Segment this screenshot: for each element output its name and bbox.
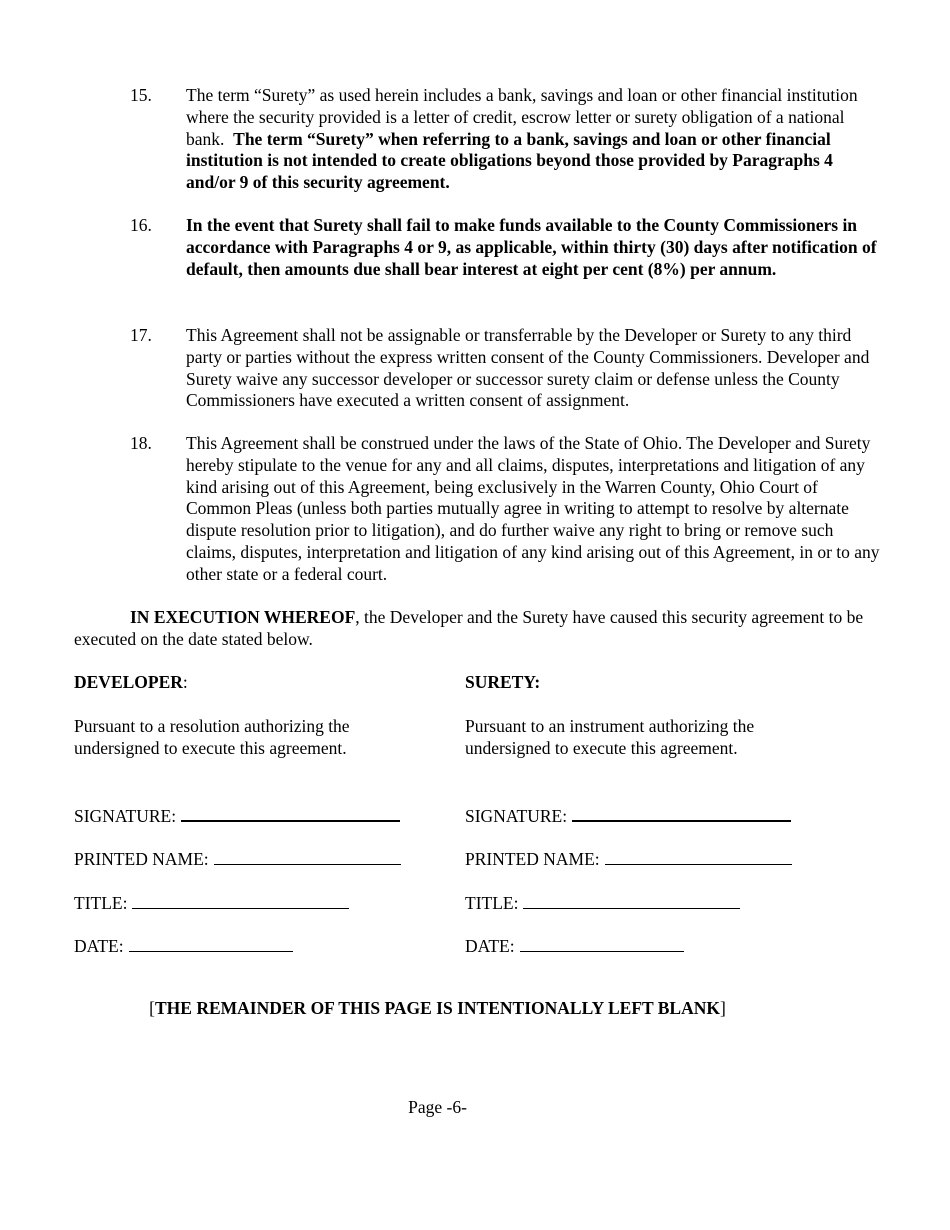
signature-field[interactable]	[181, 802, 400, 822]
execution-heading: IN EXECUTION WHEREOF	[130, 607, 356, 627]
title-field[interactable]	[523, 890, 740, 909]
paragraph-number: 16.	[130, 215, 152, 235]
signature-field[interactable]	[572, 802, 791, 822]
paragraph-text	[186, 215, 880, 280]
paragraph-text: This Agreement shall not be assignable or transferrable by the Developer or Surety to any third party or parties without the express written consent of the County Commissioners. Developer and Surety waive any successor developer or successor surety claim or defense unless the County Commissioners have executed a written consent of assignment.	[186, 325, 870, 411]
surety-date-line	[465, 933, 684, 958]
paragraph-17	[130, 325, 880, 412]
paragraph-number: 18.	[130, 433, 152, 453]
developer-title-line	[74, 890, 349, 915]
surety-signature-line	[465, 802, 791, 828]
surety-authorization: Pursuant to an instrument authorizing the undersigned to execute this agreement.	[465, 716, 755, 758]
execution-text: , the Developer and the Surety have caused this security agreement to be executed on the date stated below.	[74, 607, 864, 649]
signature-label: SIGNATURE:	[465, 806, 568, 826]
developer-signature-line	[74, 802, 400, 828]
paragraph-16	[130, 215, 880, 280]
paragraph-number: 17.	[130, 325, 152, 345]
date-field[interactable]	[520, 933, 684, 952]
paragraph-text: This Agreement shall be construed under the laws of the State of Ohio. The Developer and Surety hereby stipulate to the venue for any and all claims, disputes, interpretations and litigation of any kind arising out of this Agreement, being exclusively in the Warren County, Ohio Court of Common Pleas (unless both parties mutually agree in writing to attempt to resolve by alternate dispute resolution prior to litigation), and do further waive any right to bring or remove such claims, disputes, interpretation and litigation of any kind arising out of this Agreement, in or to any other state or a federal court.	[186, 433, 880, 584]
printed-name-label: PRINTED NAME:	[465, 849, 600, 869]
paragraph-number: 15.	[130, 85, 152, 105]
page-number: Page -6-	[408, 1097, 467, 1117]
surety-printed-name-line	[465, 846, 792, 871]
signature-label: SIGNATURE:	[74, 806, 177, 826]
title-field[interactable]	[132, 890, 349, 909]
date-field[interactable]	[129, 933, 293, 952]
execution-clause	[74, 607, 884, 651]
remainder-notice: [THE REMAINDER OF THIS PAGE IS INTENTIONALLY LEFT BLANK]	[149, 998, 726, 1018]
paragraph-text-bold: In the event that Surety shall fail to make funds available to the County Commissioners in accordance with Paragraphs 4 or 9, as applicable, within thirty (30) days after notification of default, then amounts due shall bear interest at eight per cent (8%) per annum.	[186, 215, 877, 279]
paragraph-15	[130, 85, 880, 194]
paragraph-text	[186, 85, 880, 194]
printed-name-label: PRINTED NAME:	[74, 849, 209, 869]
title-label: TITLE:	[465, 893, 519, 913]
surety-title-line	[465, 890, 740, 915]
paragraph-18	[130, 433, 880, 586]
paragraph-text-normal: The term “Surety” as used herein includes a bank, savings and loan or other financial institution where the security provided is a letter of credit, escrow letter or surety obligation of a national bank.	[186, 85, 858, 149]
developer-authorization: Pursuant to a resolution authorizing the undersigned to execute this agreement.	[74, 716, 350, 758]
date-label: DATE:	[465, 936, 515, 956]
developer-heading: DEVELOPER:	[74, 672, 188, 692]
printed-name-field[interactable]	[605, 846, 792, 865]
title-label: TITLE:	[74, 893, 128, 913]
printed-name-field[interactable]	[214, 846, 401, 865]
surety-heading: SURETY:	[465, 672, 541, 692]
developer-date-line	[74, 933, 293, 958]
paragraph-text-bold: The term “Surety” when referring to a bank, savings and loan or other financial institution is not intended to create obligations beyond those provided by Paragraphs 4 and/or 9 of this security agreement.	[186, 128, 833, 193]
developer-printed-name-line	[74, 846, 401, 871]
date-label: DATE:	[74, 936, 124, 956]
